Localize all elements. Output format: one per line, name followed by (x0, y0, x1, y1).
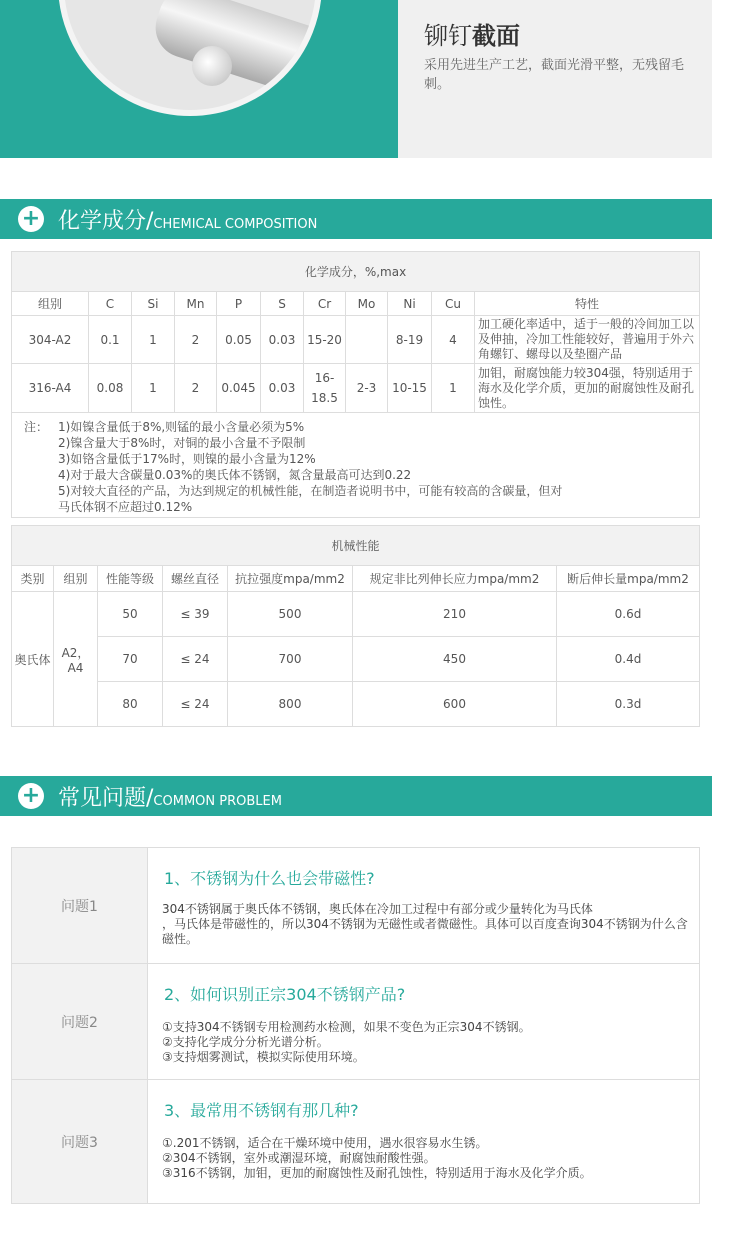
faq-section-title (58, 781, 282, 812)
group-cell: A2，A4 (54, 592, 98, 727)
faq-answer-line: ③316不锈钢，加钼，更加的耐腐蚀性及耐孔蚀性，特别适用于海水及化学介质。 (162, 1166, 592, 1180)
chemical-composition-table (11, 251, 700, 413)
header-cell: C (89, 292, 132, 316)
rivet-title (424, 16, 520, 51)
note-line: 3)如铬含量低于17%时，则镍的最小含量为12% (58, 452, 316, 466)
chemical-title-en: CHEMICAL COMPOSITION (153, 217, 318, 232)
header-cell: P (217, 292, 261, 316)
rivet-title-light: 铆钉 (424, 22, 472, 50)
chemical-section-title (58, 204, 317, 235)
table-cell: 210 (353, 592, 557, 637)
faq-answer-line: ①支持304不锈钢专用检测药水检测，如果不变色为正宗304不锈钢。 (162, 1020, 531, 1034)
mechanical-properties-table (11, 525, 700, 727)
table-cell: 0.05 (217, 316, 261, 364)
table-row (12, 316, 700, 364)
table-cell: 16-18.5 (304, 364, 346, 413)
header-cell: 特性 (475, 292, 700, 316)
faq-label (12, 1080, 148, 1203)
table-cell: 800 (228, 682, 353, 727)
chemical-table-header (12, 292, 700, 316)
table-cell: 8-19 (388, 316, 432, 364)
table-cell: 15-20 (304, 316, 346, 364)
table-cell: 600 (353, 682, 557, 727)
table-cell: 0.6d (557, 592, 700, 637)
header-cell: 断后伸长量mpa/mm2 (557, 566, 700, 592)
table-cell: 304-A2 (12, 316, 89, 364)
chemical-notes (11, 413, 700, 518)
header-cell: 性能等级 (98, 566, 163, 592)
faq-answer-line: ①.201不锈钢，适合在干燥环境中使用，遇水很容易水生锈。 (162, 1136, 488, 1150)
mechanical-table-caption: 机械性能 (12, 526, 700, 566)
table-cell-property: 加钼，耐腐蚀能力较304强，特别适用于海水及化学介质，更加的耐腐蚀性及耐孔蚀性。 (475, 364, 700, 413)
notes-list (58, 419, 562, 515)
note-line: 2)镍含量大于8%时，对铜的最小含量不予限制 (58, 436, 306, 450)
faq-label-text: 问题3 (61, 1134, 98, 1151)
header-cell: Ni (388, 292, 432, 316)
header-cell: 类别 (12, 566, 54, 592)
header-cell: Mn (175, 292, 217, 316)
table-cell: 1 (432, 364, 475, 413)
faq-label-text: 问题2 (61, 1014, 98, 1031)
table-cell: ≤ 24 (163, 637, 228, 682)
table-cell: 0.08 (89, 364, 132, 413)
note-line: 1)如镍含量低于8%,则锰的最小含量必须为5% (58, 420, 305, 434)
chemical-table-caption: 化学成分，%,max (12, 252, 700, 292)
faq-answer (162, 1136, 692, 1181)
header-cell: Cu (432, 292, 475, 316)
category-cell: 奥氏体 (12, 592, 54, 727)
table-cell: 450 (353, 637, 557, 682)
rivet-title-bold: 截面 (472, 22, 520, 50)
table-cell: 4 (432, 316, 475, 364)
notes-label: 注： (24, 420, 49, 434)
note-line: 马氏体钢不应超过0.12% (58, 500, 193, 514)
table-cell: 700 (228, 637, 353, 682)
table-cell: 0.03 (261, 316, 304, 364)
rivet-tip-graphic (192, 46, 232, 86)
table-cell: ≤ 24 (163, 682, 228, 727)
header-cell: 组别 (54, 566, 98, 592)
note-line: 4)对于最大含碳量0.03%的奥氏体不锈钢，氮含量最高可达到0.22 (58, 468, 412, 482)
table-cell: 2 (175, 316, 217, 364)
rivet-image-panel (0, 0, 398, 158)
faq-question: 3、最常用不锈钢有那几种? (164, 1101, 359, 1120)
table-cell: 2-3 (346, 364, 388, 413)
header-cell: 组别 (12, 292, 89, 316)
faq-answer-line: 304不锈钢属于奥氏体不锈钢，奥氏体在冷加工过程中有部分或少量转化为马氏体 (162, 902, 593, 916)
table-row (12, 592, 700, 637)
faq-item (12, 848, 699, 964)
table-cell-property: 加工硬化率适中，适于一般的冷间加工以及伸抽，冷加工性能较好，普遍用于外六角螺钉、螺母以及垫圈产品 (475, 316, 700, 364)
faq-list (11, 847, 700, 1204)
rivet-cross-section-image (58, 0, 322, 116)
header-cell: Mo (346, 292, 388, 316)
rivet-section-banner (0, 0, 712, 158)
table-cell: 80 (98, 682, 163, 727)
table-cell: 70 (98, 637, 163, 682)
header-cell: Cr (304, 292, 346, 316)
faq-title-cn: 常见问题/ (58, 786, 154, 811)
table-cell: 10-15 (388, 364, 432, 413)
plus-icon: + (18, 206, 44, 232)
faq-item (12, 964, 699, 1080)
faq-section-header (0, 776, 712, 816)
faq-answer-line: ②支持化学成分分析光谱分析。 (162, 1035, 329, 1049)
header-cell: 螺丝直径 (163, 566, 228, 592)
table-cell: 1 (132, 316, 175, 364)
plus-icon: + (18, 783, 44, 809)
rivet-body-graphic (148, 0, 322, 106)
faq-answer (162, 1020, 692, 1065)
faq-label (12, 848, 148, 963)
faq-title-en: COMMON PROBLEM (153, 794, 282, 809)
faq-answer-line: ，马氏体是带磁性的，所以304不锈钢为无磁性或者微磁性。具体可以百度查询304不锈钢为什么含磁性。 (162, 917, 688, 946)
table-cell (346, 316, 388, 364)
table-row (12, 682, 700, 727)
mechanical-table-header (12, 566, 700, 592)
rivet-text-panel (398, 0, 712, 158)
faq-answer (162, 902, 692, 947)
table-cell: 0.3d (557, 682, 700, 727)
chemical-section-header (0, 199, 712, 239)
faq-answer-line: ②304不锈钢，室外或潮湿环境，耐腐蚀耐酸性强。 (162, 1151, 436, 1165)
faq-label-text: 问题1 (61, 898, 98, 915)
chemical-title-cn: 化学成分/ (58, 209, 154, 234)
header-cell: S (261, 292, 304, 316)
table-cell: 2 (175, 364, 217, 413)
rivet-description: 采用先进生产工艺，截面光滑平整，无残留毛刺。 (424, 58, 685, 92)
table-row (12, 364, 700, 413)
faq-question: 1、不锈钢为什么也会带磁性? (164, 869, 375, 888)
table-cell: 50 (98, 592, 163, 637)
note-line: 5)对较大直径的产品，为达到规定的机械性能，在制造者说明书中，可能有较高的含碳量，但对 (58, 484, 563, 498)
header-cell: 抗拉强度mpa/mm2 (228, 566, 353, 592)
header-cell: Si (132, 292, 175, 316)
table-cell: 0.03 (261, 364, 304, 413)
table-cell: 316-A4 (12, 364, 89, 413)
faq-item (12, 1080, 699, 1203)
faq-label (12, 964, 148, 1079)
table-cell: 0.045 (217, 364, 261, 413)
faq-answer-line: ③支持烟雾测试，模拟实际使用环境。 (162, 1050, 365, 1064)
table-cell: 500 (228, 592, 353, 637)
table-row (12, 637, 700, 682)
table-cell: 0.4d (557, 637, 700, 682)
table-cell: 0.1 (89, 316, 132, 364)
table-cell: ≤ 39 (163, 592, 228, 637)
faq-question: 2、如何识别正宗304不锈钢产品? (164, 985, 406, 1004)
table-cell: 1 (132, 364, 175, 413)
header-cell: 规定非比列伸长应力mpa/mm2 (353, 566, 557, 592)
